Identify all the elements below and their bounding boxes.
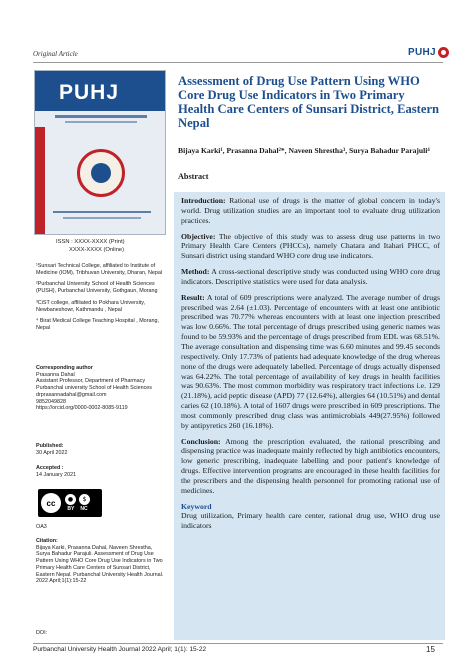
corresponding-author [36, 365, 166, 412]
cover-title: PUHJ [59, 81, 120, 104]
cover-rule-3 [53, 211, 151, 213]
cc-icon: cc [41, 493, 61, 513]
keywords-text: Drug utilization, Primary health care center, rational drug use, WHO drug use indicators [181, 511, 440, 531]
cover-rule-2 [65, 121, 137, 123]
method-text: A cross-sectional descriptive study was conducted using WHO core drug indicators. Descriptive statistics were used for data analysis. [181, 267, 440, 286]
accepted-heading: Accepted : [36, 465, 64, 471]
affiliation-item: ⁴ Birat Medical College Teaching Hospital , Morang, Nepal [36, 318, 159, 331]
introduction-label: Introduction: [181, 196, 226, 205]
license-by-label: BY [67, 506, 75, 512]
abstract-conclusion [181, 437, 440, 496]
header-divider [33, 62, 443, 63]
citation-text: Bijaya Karki, Prasanna Dahal, Naveen Shrestha, Surya Bahadur Parajuli. Assessment of Drug Use Pattern Using WHO Core Drug Use Indicators in Two Primary Health Care Centers of Sunsari District, Eastern Nepal. Purbanchal University Health Journal. 2022 April;1(1):15-22 [36, 544, 164, 585]
abstract-introduction [181, 196, 440, 226]
accepted-block [36, 465, 166, 478]
journal-logo-text: PUHJ [408, 46, 436, 58]
conclusion-text: Among the prescription evaluated, the rational prescribing and dispensing practice was inadequate mainly reflected by high antibiotics encounters, low generic prescribing, inadequate labelling and poor patient's knowledge of drugs. Effective intervention programs are encouraged in these health facilities for the prescribers and the dispensing health personnel for promoting rational use of medicines. [181, 436, 440, 495]
issn-block [56, 239, 186, 254]
corresponding-name: Prasanna Dahal [36, 371, 75, 378]
cover-stripe [35, 127, 45, 235]
article-type-label: Original Article [33, 50, 78, 58]
noncommercial-icon: $ [79, 494, 90, 505]
issn-online: XXXX-XXXX (Online) [69, 246, 125, 253]
citation-heading: Citation: [36, 538, 58, 544]
result-label: Result: [181, 292, 205, 302]
published-heading: Published: [36, 443, 64, 449]
abstract-body [181, 196, 440, 531]
page-number: 15 [426, 645, 435, 654]
attribution-icon: ● [65, 494, 76, 505]
university-seal-icon [77, 149, 125, 197]
license-nc-label: NC [80, 506, 88, 512]
corresponding-institution: Purbanchal university School of Health Sciences [36, 385, 152, 392]
conclusion-label: Conclusion: [181, 436, 221, 446]
corresponding-position: Assistant Professor, Department of Pharmacy [36, 378, 146, 385]
published-date: 30 April 2022 [36, 449, 68, 456]
cc-license-badge[interactable] [38, 489, 102, 517]
cover-rule-4 [63, 217, 141, 219]
oa-label: OA3 [36, 524, 47, 530]
journal-logo-emblem-icon [438, 47, 449, 58]
corresponding-phone: 9852049828 [36, 398, 66, 405]
result-text: A total of 609 prescriptions were analyzed. The average number of drugs prescribed was 2.64 (±1.03). Percentage of encounters with at least one antibiotic prescribed was 70.77% whereas encounters with at least one injection prescribed was low 0.66%. The total percentage of drugs prescribed using generic names was found to be 59.93% and the percentage of drugs prescribed from EDL was 68.51%. The average consultation and dispensing time was 6.60 minutes and 99.45 seconds respectively. Only 17.73% of patients had adequate knowledge of the drug whereas none of the drugs were adequately labelled. Percentage of drugs actually dispensed was 64.22%. The total percentage of availability of key drugs in health facilities was 90.63%. The most common morbidity was respiratory tract infections i.e. 129 (21.18%), acid peptic disease (APD) 77 (12.64%), allergies 64 (10.51%) and dental caries 62 (10.18%). A total of 1607 drugs were prescribed in 609 prescriptions. The most commonly prescribed drug class was antimicrobials 449(27.95%) followed by antipyretics 260 (16.18%). [181, 292, 440, 430]
article-title: Assessment of Drug Use Pattern Using WHO Core Drug Use Indicators in Two Primary Health Care Centers of Sunsari District, Eastern Nepal [178, 74, 440, 130]
journal-cover-image [34, 70, 166, 235]
corresponding-email[interactable]: drprasannadahal@gmail.com [36, 391, 107, 398]
abstract-method [181, 267, 440, 287]
corresponding-orcid-link[interactable]: https://orcid.org/0000-0002-8085-9119 [36, 405, 128, 412]
citation-block [36, 538, 166, 585]
affiliation-item: ³CiST college, affiliated to Pokhara University, Newbaneshowr, Kathmandu , Nepal [36, 299, 146, 313]
affiliations [36, 263, 166, 337]
footer-divider [33, 643, 443, 644]
corresponding-heading: Corresponding author [36, 365, 93, 371]
abstract-result [181, 293, 440, 431]
objective-label: Objective: [181, 231, 216, 241]
affiliation-item: ¹Sunsari Technical College, affiliated to Institute of Medicine (IOM), Tribhuvan University, Dharan, Nepal [36, 263, 163, 276]
affiliation-item: ²Purbanchal University School of Health Sciences (PUSH), Purbanchal University, Gothgaun, Morang [36, 281, 158, 295]
issn-print: ISSN : XXXX-XXXX (Print) [56, 239, 125, 245]
introduction-text: Rational use of drugs is the matter of global concern in today's world. Drug utilization studies are an important tool to evaluate drug utilization practices. [181, 196, 440, 225]
method-label: Method: [181, 267, 210, 277]
published-block [36, 443, 166, 456]
abstract-heading: Abstract [178, 172, 209, 181]
journal-logo [408, 44, 449, 60]
article-authors: Bijaya Karki¹, Prasanna Dahal²*, Naveen Shrestha³, Surya Bahadur Parajuli⁴ [178, 146, 430, 155]
cover-rule [55, 115, 147, 118]
abstract-objective [181, 232, 440, 262]
keyword-heading: Keyword [181, 501, 212, 511]
doi-label: DOI: [36, 630, 48, 636]
objective-text: The objective of this study was to assess drug use patterns in two Primary Health Care Centers (PHCCs), namely Chatara and Itahari PHCC, of Sunsari district using standard WHO core drug use indicators. [181, 231, 440, 261]
accepted-date: 14 January 2021 [36, 471, 77, 478]
footer-journal-line: Purbanchal University Health Journal 2022 April; 1(1): 15-22 [33, 646, 207, 653]
